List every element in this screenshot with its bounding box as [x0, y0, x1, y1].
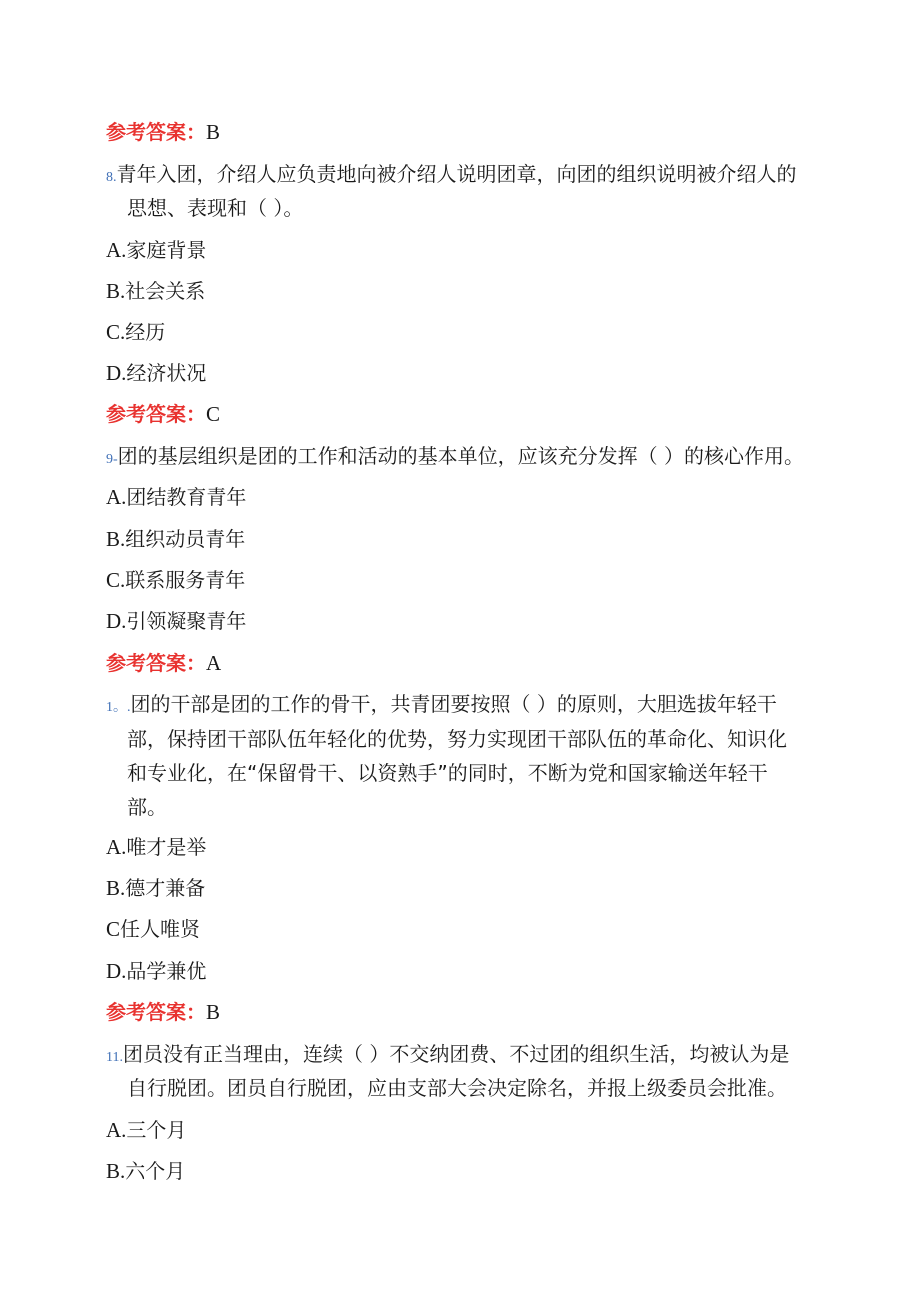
option-text: 经济状况	[126, 361, 207, 385]
question-text: 自行脱团。团员自行脱团，应由支部大会决定除名，并报上级委员会批准。	[127, 1076, 787, 1100]
answer-label: 参考答案：	[106, 1000, 206, 1024]
option-letter: C	[106, 917, 121, 941]
answer-value: B	[206, 120, 221, 144]
option-letter: C.	[106, 320, 126, 344]
option-b	[106, 275, 205, 307]
question-10-continued	[127, 723, 787, 755]
option-letter: B.	[106, 527, 126, 551]
option-d	[106, 605, 246, 637]
option-letter: A.	[106, 1118, 127, 1142]
question-10-continued	[127, 757, 768, 789]
answer-key	[106, 647, 221, 679]
option-text: 组织动员青年	[125, 527, 246, 551]
question-number: 11.	[106, 1050, 123, 1065]
question-9	[106, 440, 804, 476]
option-text: 家庭背景	[126, 238, 207, 262]
option-letter: A.	[106, 238, 127, 262]
option-text: 德才兼备	[125, 876, 206, 900]
option-c	[106, 316, 165, 348]
question-text: 和专业化，在“保留骨干、以资熟手”的同时，不断为党和国家输送年轻干	[127, 761, 768, 785]
option-text: 六个月	[125, 1159, 186, 1183]
answer-value: B	[206, 1000, 221, 1024]
option-a	[106, 831, 206, 863]
option-letter: D.	[106, 609, 127, 633]
answer-value: C	[206, 402, 221, 426]
option-letter: C.	[106, 568, 126, 592]
option-text: 经历	[125, 320, 166, 344]
option-d	[106, 955, 206, 987]
option-b	[106, 1155, 185, 1187]
option-letter: A.	[106, 485, 127, 509]
option-letter: B.	[106, 279, 126, 303]
question-number: 1。.	[106, 700, 131, 715]
option-b	[106, 872, 205, 904]
answer-label: 参考答案：	[106, 402, 206, 426]
option-a	[106, 234, 206, 266]
option-text: 任人唯贤	[120, 917, 201, 941]
question-number: 9-	[106, 452, 118, 467]
question-11	[106, 1038, 789, 1074]
option-text: 团结教育青年	[126, 485, 247, 509]
option-letter: B.	[106, 1159, 126, 1183]
option-b	[106, 523, 245, 555]
option-a	[106, 1114, 186, 1146]
question-text: 团的基层组织是团的工作和活动的基本单位，应该充分发挥（ ）的核心作用。	[117, 444, 805, 468]
question-number: 8.	[106, 170, 117, 185]
option-d	[106, 357, 206, 389]
question-10-continued	[127, 791, 167, 823]
question-text: 团员没有正当理由，连续（ ）不交纳团费、不过团的组织生活，均被认为是	[122, 1042, 790, 1066]
option-a	[106, 481, 246, 513]
option-letter: B.	[106, 876, 126, 900]
answer-label: 参考答案：	[106, 651, 206, 675]
option-letter: D.	[106, 361, 127, 385]
option-text: 社会关系	[125, 279, 206, 303]
question-text: 团的干部是团的工作的骨干，共青团要按照（ ）的原则，大胆选拔年轻干	[130, 692, 777, 716]
answer-label: 参考答案：	[106, 120, 206, 144]
question-text: 部。	[127, 795, 167, 819]
question-8-continued	[127, 192, 303, 224]
question-10	[106, 688, 777, 724]
question-text: 青年入团，介绍人应负责地向被介绍人说明团章，向团的组织说明被介绍人的	[116, 162, 797, 186]
answer-key	[106, 398, 220, 430]
answer-value: A	[206, 651, 222, 675]
question-8	[106, 158, 797, 194]
option-letter: D.	[106, 959, 127, 983]
option-c	[106, 564, 245, 596]
option-letter: A.	[106, 835, 127, 859]
option-c	[106, 913, 200, 945]
option-text: 联系服务青年	[125, 568, 246, 592]
question-11-continued	[127, 1072, 787, 1104]
answer-key	[106, 996, 220, 1028]
option-text: 三个月	[126, 1118, 187, 1142]
option-text: 引领凝聚青年	[126, 609, 247, 633]
option-text: 唯才是举	[126, 835, 207, 859]
question-text: 部，保持团干部队伍年轻化的优势，努力实现团干部队伍的革命化、知识化	[127, 727, 787, 751]
question-text: 思想、表现和（ ）。	[127, 196, 304, 220]
option-text: 品学兼优	[126, 959, 207, 983]
answer-key	[106, 116, 220, 148]
